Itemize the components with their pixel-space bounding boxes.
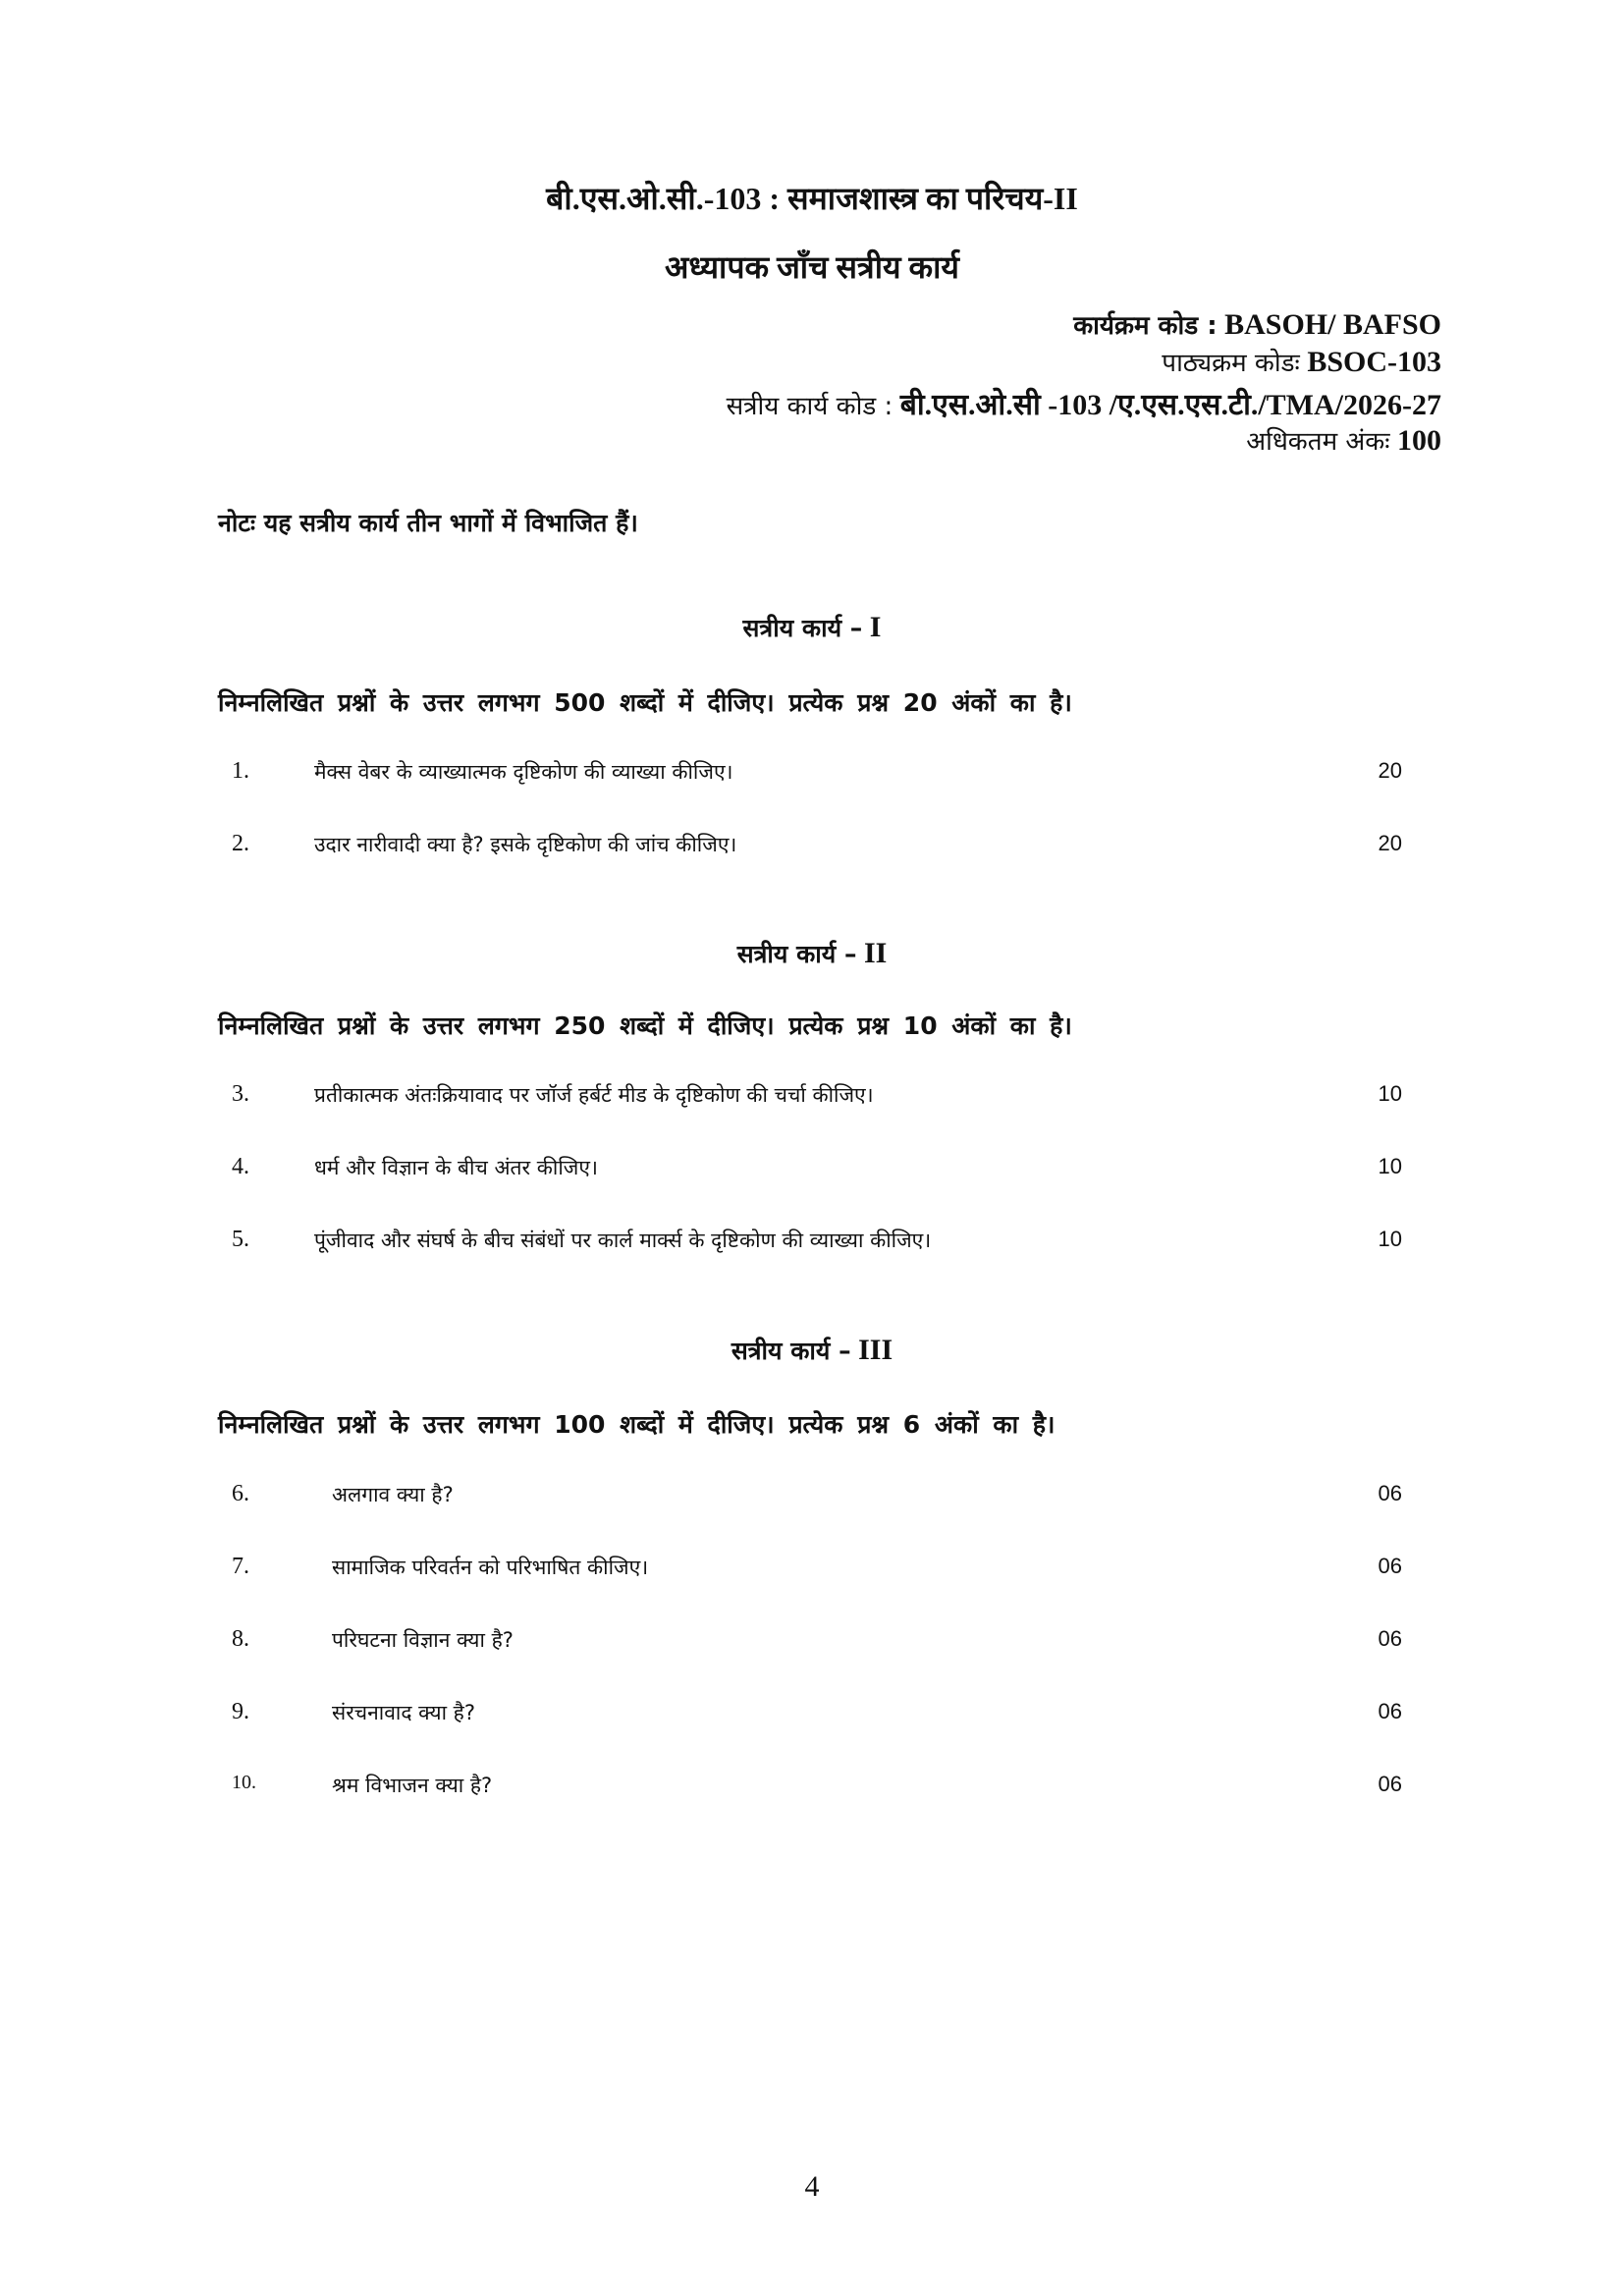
section-instruction-2: निम्नलिखित प्रश्नों के उत्तर लगभग 250 शब्दों में दीजिए। प्रत्येक प्रश्न 10 अंकों का है।: [218, 1011, 1072, 1040]
question-number: 7.: [232, 1554, 249, 1579]
question-number: 4.: [232, 1154, 249, 1179]
section-heading-label: सत्रीय कार्य –: [742, 614, 863, 642]
question-number: 1.: [232, 758, 249, 784]
question-number: 8.: [232, 1626, 249, 1652]
section-heading-label: सत्रीय कार्य –: [731, 1337, 851, 1365]
question-marks: 06: [1378, 1699, 1402, 1723]
question-row: [0, 1227, 1624, 1266]
assignment-code: [727, 383, 1441, 423]
max-marks-label: अधिकतम अंकः: [1246, 427, 1390, 457]
question-row: [0, 1554, 1624, 1593]
section-heading-2: [0, 937, 1624, 970]
question-marks: 20: [1378, 758, 1402, 783]
assignment-code-value: बी.एस.ओ.सी -103 /ए.एस.एस.टी./TMA/2026-27: [899, 389, 1441, 421]
question-row: [0, 1154, 1624, 1193]
section-heading-number: II: [863, 937, 888, 969]
section-heading-3: [0, 1334, 1624, 1367]
question-text: पूंजीवाद और संघर्ष के बीच संबंधों पर कार्ल मार्क्स के दृष्टिकोण की व्याख्या कीजिए।: [314, 1229, 932, 1252]
question-text: मैक्स वेबर के व्याख्यात्मक दृष्टिकोण की व्याख्या कीजिए।: [314, 760, 733, 784]
question-row: [0, 758, 1624, 797]
max-marks: [1246, 422, 1441, 458]
section-heading-label: सत्रीय कार्य –: [736, 940, 857, 968]
section-heading-number: III: [858, 1334, 893, 1366]
program-code-label: कार्यक्रम कोड :: [1073, 311, 1218, 341]
question-marks: 06: [1378, 1626, 1402, 1651]
section-instruction-1: निम्नलिखित प्रश्नों के उत्तर लगभग 500 शब्दों में दीजिए। प्रत्येक प्रश्न 20 अंकों का है।: [218, 688, 1072, 717]
question-row: [0, 1772, 1624, 1811]
document-subtitle: अध्यापक जाँच सत्रीय कार्य: [664, 249, 959, 285]
question-text: अलगाव क्या है?: [332, 1483, 454, 1506]
question-marks: 06: [1378, 1772, 1402, 1796]
question-text: धर्म और विज्ञान के बीच अंतर कीजिए।: [314, 1156, 598, 1179]
question-text: परिघटना विज्ञान क्या है?: [332, 1628, 514, 1652]
max-marks-value: 100: [1397, 424, 1441, 457]
question-number: 9.: [232, 1699, 249, 1724]
page-number: 4: [804, 2170, 820, 2203]
question-number: 2.: [232, 831, 249, 856]
program-code-value: BASOH/ BAFSO: [1224, 308, 1441, 341]
course-code-label: पाठ्यक्रम कोडः: [1162, 349, 1300, 378]
course-code: [1162, 344, 1441, 379]
question-text: संरचनावाद क्या है?: [332, 1701, 475, 1724]
question-marks: 10: [1378, 1154, 1402, 1178]
note-text: नोटः यह सत्रीय कार्य तीन भागों में विभाजित हैं।: [218, 509, 638, 537]
question-text: प्रतीकात्मक अंतःक्रियावाद पर जॉर्ज हर्बर्ट मीड के दृष्टिकोण की चर्चा कीजिए।: [314, 1083, 874, 1107]
question-number: 6.: [232, 1481, 249, 1506]
question-marks: 06: [1378, 1554, 1402, 1578]
document-title: बी.एस.ओ.सी.-103 : समाजशास्त्र का परिचय-II: [546, 181, 1078, 216]
question-text: सामाजिक परिवर्तन को परिभाषित कीजिए।: [332, 1556, 649, 1579]
question-marks: 06: [1378, 1481, 1402, 1505]
question-number: 5.: [232, 1227, 249, 1252]
section-heading-1: [0, 611, 1624, 644]
question-text: श्रम विभाजन क्या है?: [332, 1774, 493, 1797]
section-instruction-3: निम्नलिखित प्रश्नों के उत्तर लगभग 100 शब्दों में दीजिए। प्रत्येक प्रश्न 6 अंकों का है।: [218, 1410, 1056, 1439]
assignment-code-label: सत्रीय कार्य कोड :: [726, 392, 893, 421]
question-row: [0, 1626, 1624, 1666]
question-marks: 10: [1378, 1227, 1402, 1251]
question-row: [0, 1699, 1624, 1738]
course-code-value: BSOC-103: [1307, 346, 1441, 378]
question-marks: 20: [1378, 831, 1402, 855]
program-code: [1073, 306, 1441, 342]
section-heading-number: I: [869, 611, 882, 643]
question-row: [0, 1481, 1624, 1520]
question-marks: 10: [1378, 1081, 1402, 1106]
question-number: 3.: [232, 1081, 249, 1107]
question-text: उदार नारीवादी क्या है? इसके दृष्टिकोण की जांच कीजिए।: [314, 833, 737, 856]
question-row: [0, 1081, 1624, 1121]
question-number: 10.: [232, 1772, 256, 1793]
question-row: [0, 831, 1624, 870]
